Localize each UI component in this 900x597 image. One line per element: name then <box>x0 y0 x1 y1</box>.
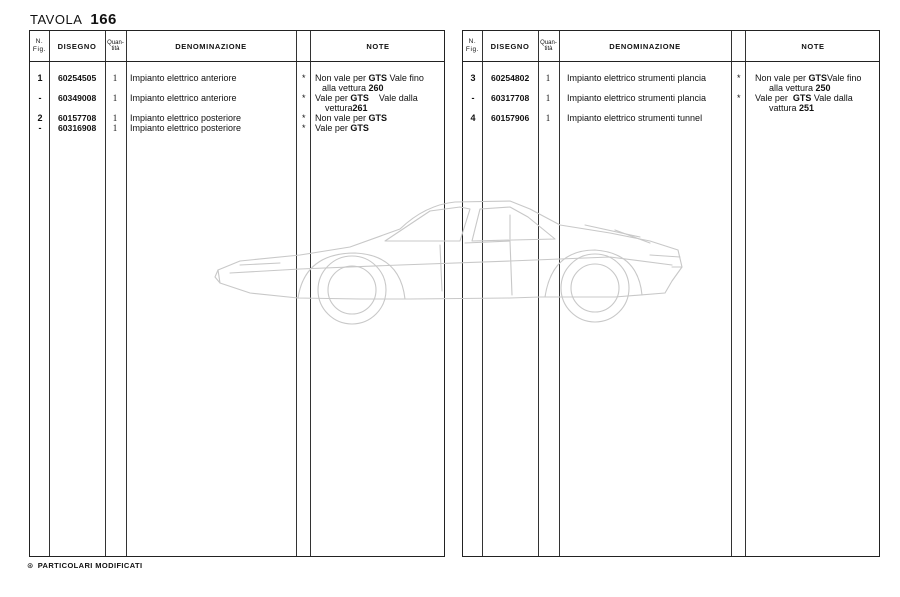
header-disegno: DISEGNO <box>490 41 530 51</box>
header-fig: N. Fig. <box>32 38 47 53</box>
car-watermark-illustration <box>210 195 690 330</box>
header-quantita: Quan- tità <box>107 40 124 52</box>
header-quantita: Quan- tità <box>540 40 557 52</box>
header-note: NOTE <box>801 41 825 51</box>
title-label: TAVOLA <box>30 12 83 27</box>
header-disegno: DISEGNO <box>57 41 97 51</box>
title-number: 166 <box>90 11 117 28</box>
header-denominazione: DENOMINAZIONE <box>175 41 247 51</box>
header-denominazione: DENOMINAZIONE <box>609 41 681 51</box>
header-note: NOTE <box>366 41 390 51</box>
header-fig: N. Fig. <box>465 38 480 53</box>
parts-table-right: N. Fig. DISEGNO Quan- tità DENOMINAZIONE NOTE 3 60254802 1 Impianto elettrico strumenti plancia * Non vale per GTSVale fino alla vettura 250 - 60317708 1 Impianto elettrico strumenti plancia * Vale per GTS Vale dalla vattura 251 4 60157906 1 Impianto elettrico strumenti tunnel <box>462 30 880 557</box>
parts-table-left: N. Fig. DISEGNO Quan- tità DENOMINAZIONE NOTE 1 60254505 1 Impianto elettrico anteriore * Non vale per GTS Vale fino alla vettura 260 - 60349008 1 Impianto elettrico anteriore * Vale per GTS Vale dalla vettura261 2 60157708 1 Impianto elettrico posteriore * Non vale per GTS - 60316908 1 Impianto elettrico posteriore * Vale per GTS <box>29 30 445 557</box>
footer-text: PARTICOLARI MODIFICATI <box>37 561 143 570</box>
footer-legend <box>27 561 142 570</box>
asterisk-icon: ⊛ <box>27 561 34 570</box>
page-title <box>30 11 117 28</box>
